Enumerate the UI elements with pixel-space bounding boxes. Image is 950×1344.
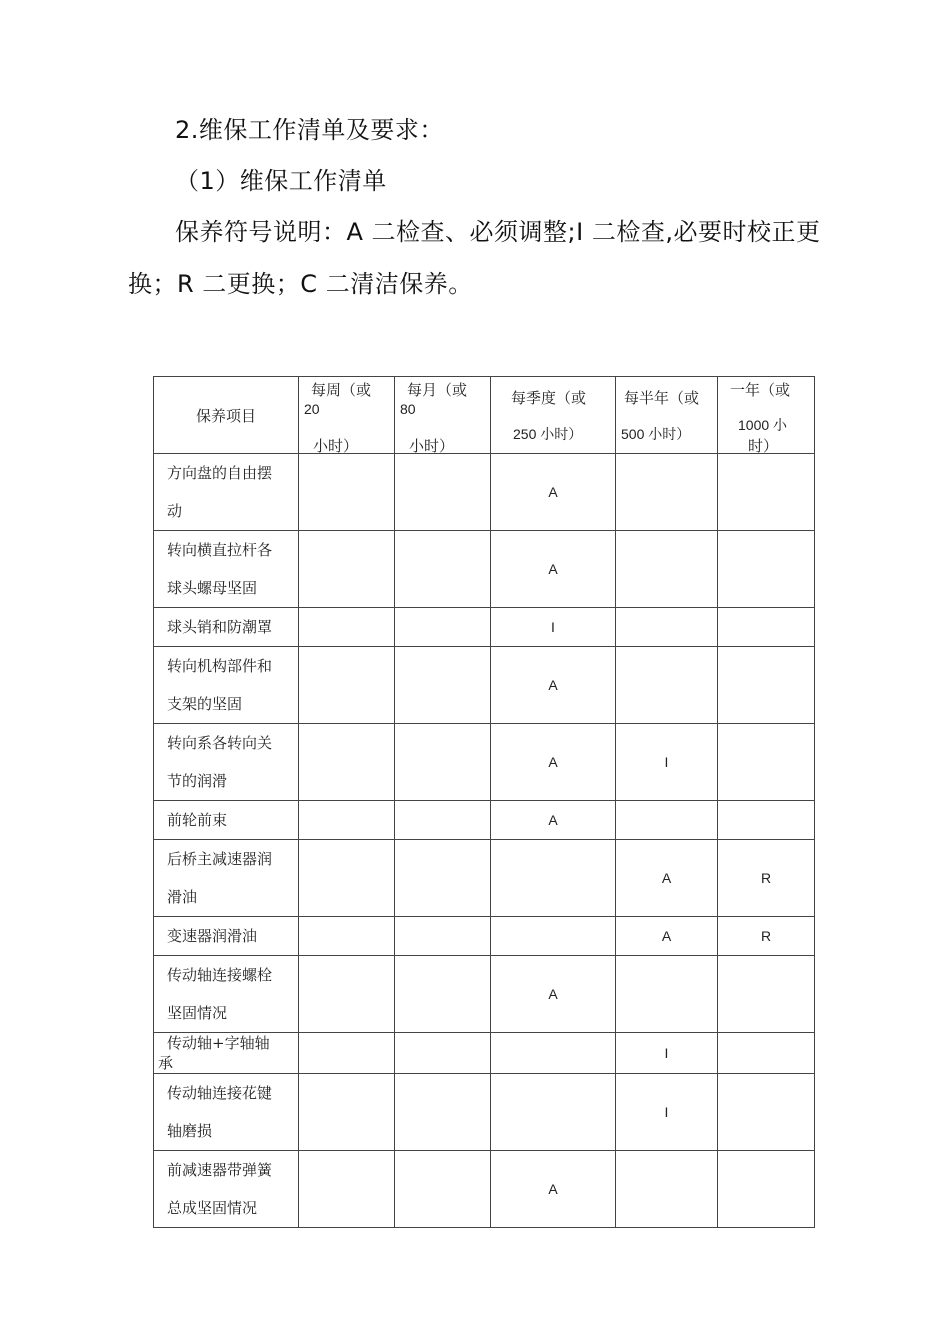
header-yearly-line3: 时） [748,437,779,455]
header-monthly-line2: 80 [400,401,416,417]
cell-yearly [718,608,815,647]
row-item: 前轮前束 [154,801,299,840]
table-row [154,647,815,724]
cell-weekly [299,454,395,531]
section-subtitle: （1）维保工作清单 [175,167,387,195]
cell-weekly [299,608,395,647]
cell-weekly [299,531,395,608]
cell-yearly [718,1033,815,1074]
table-row [154,840,815,917]
header-item [154,377,299,454]
cell-quarterly [491,917,616,956]
cell-quarterly: A [491,454,616,531]
cell-monthly [395,647,491,724]
cell-weekly [299,917,395,956]
cell-monthly [395,917,491,956]
cell-halfyear: A [616,917,718,956]
cell-halfyear [616,454,718,531]
cell-monthly [395,1151,491,1228]
row-item: 传动轴连接花键 轴磨损 [154,1074,299,1151]
header-weekly [299,377,395,454]
table-row [154,531,815,608]
cell-monthly [395,531,491,608]
row-item: 传动轴+字轴轴 承 [154,1033,299,1074]
cell-weekly [299,956,395,1033]
cell-monthly [395,801,491,840]
cell-weekly [299,801,395,840]
cell-yearly [718,454,815,531]
header-yearly-line2: 1000 小 [738,417,788,433]
cell-quarterly: A [491,647,616,724]
cell-quarterly: A [491,724,616,801]
table-header-row [154,377,815,454]
cell-halfyear [616,956,718,1033]
row-item: 前减速器带弹簧 总成坚固情况 [154,1151,299,1228]
cell-halfyear: I [616,1074,718,1151]
table-row [154,1074,815,1151]
cell-yearly: R [718,840,815,917]
table-row [154,454,815,531]
header-yearly [718,377,815,454]
header-weekly-line1: 每周（或 [311,381,372,399]
cell-quarterly [491,1033,616,1074]
cell-weekly [299,647,395,724]
header-weekly-line2: 20 [304,401,320,417]
row-item: 转向机构部件和 支架的坚固 [154,647,299,724]
table-row [154,1033,815,1074]
table-row [154,801,815,840]
cell-yearly [718,647,815,724]
table-row [154,917,815,956]
table-row [154,608,815,647]
cell-yearly [718,1151,815,1228]
cell-monthly [395,454,491,531]
maintenance-table [153,376,815,1228]
header-halfyear-line1: 每半年（或 [624,389,700,407]
cell-yearly [718,801,815,840]
cell-yearly [718,1074,815,1151]
cell-weekly [299,724,395,801]
cell-quarterly: I [491,608,616,647]
cell-monthly [395,724,491,801]
cell-yearly [718,956,815,1033]
header-quarterly-line2: 250 小时） [513,426,583,442]
cell-quarterly: A [491,531,616,608]
header-halfyear-line2: 500 小时） [621,426,691,442]
table-row [154,956,815,1033]
table-row [154,724,815,801]
cell-monthly [395,608,491,647]
cell-halfyear: I [616,724,718,801]
cell-halfyear [616,608,718,647]
cell-quarterly [491,840,616,917]
header-monthly [395,377,491,454]
cell-monthly [395,956,491,1033]
cell-halfyear [616,801,718,840]
cell-weekly [299,1151,395,1228]
cell-yearly [718,531,815,608]
cell-quarterly [491,1074,616,1151]
cell-quarterly: A [491,956,616,1033]
row-item: 转向横直拉杆各 球头螺母坚固 [154,531,299,608]
cell-weekly [299,1074,395,1151]
cell-yearly [718,724,815,801]
header-monthly-line1: 每月（或 [407,381,468,399]
legend-line-2: 换；R 二更换；C 二清洁保养。 [128,270,473,298]
cell-quarterly: A [491,801,616,840]
cell-monthly [395,1033,491,1074]
header-quarterly [491,377,616,454]
header-yearly-line1: 一年（或 [730,381,791,399]
cell-halfyear [616,531,718,608]
row-item: 转向系各转向关 节的润滑 [154,724,299,801]
row-item: 后桥主减速器润 滑油 [154,840,299,917]
cell-halfyear [616,647,718,724]
cell-yearly: R [718,917,815,956]
cell-halfyear: I [616,1033,718,1074]
legend-line-1: 保养符号说明：A 二检查、必须调整;I 二检查,必要时校正更 [175,218,821,246]
row-item: 方向盘的自由摆 动 [154,454,299,531]
header-weekly-line3: 小时） [313,437,359,455]
header-halfyear [616,377,718,454]
row-item: 传动轴连接螺栓 坚固情况 [154,956,299,1033]
header-item-label: 保养项目 [195,406,256,425]
cell-halfyear: A [616,840,718,917]
table-row [154,1151,815,1228]
row-item: 变速器润滑油 [154,917,299,956]
cell-weekly [299,1033,395,1074]
cell-quarterly: A [491,1151,616,1228]
row-item: 球头销和防潮罩 [154,608,299,647]
cell-halfyear [616,1151,718,1228]
cell-monthly [395,840,491,917]
cell-monthly [395,1074,491,1151]
header-monthly-line3: 小时） [409,437,455,455]
header-quarterly-line1: 每季度（或 [511,389,587,407]
section-title: 2.维保工作清单及要求： [175,116,444,144]
cell-weekly [299,840,395,917]
